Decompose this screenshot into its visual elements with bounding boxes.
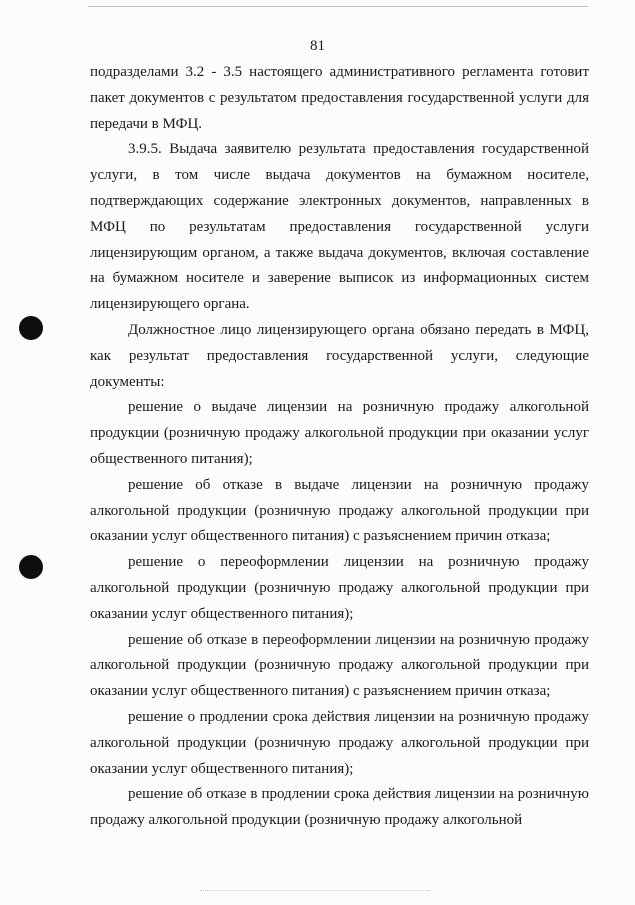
punch-hole [19,555,43,579]
document-body [90,60,589,834]
page-number: 81 [310,38,325,54]
scan-edge-line [88,6,588,7]
paragraph: решение об отказе в переоформлении лицензии на розничную продажу алкогольной продукции (розничную продажу алкогольной продукции при оказании услуг общественного питания) с разъяснением причин отказа; [90,631,589,700]
punch-hole [19,316,43,340]
paragraph: решение о продлении срока действия лицензии на розничную продажу алкогольной продукции (розничную продажу алкогольной продукции при оказании услуг общественного питания); [90,708,589,777]
paragraph: подразделами 3.2 - 3.5 настоящего административного регламента готовит пакет документов с результатом предоставления государственной услуги для передачи в МФЦ. [90,64,589,132]
paragraph: решение об отказе в продлении срока действия лицензии на розничную продажу алкогольной продукции (розничную продажу алкогольной [90,786,589,829]
paragraph: Должностное лицо лицензирующего органа обязано передать в МФЦ, как результат предоставления государственной услуги, следующие документы: [90,321,589,390]
scan-edge-line [200,890,430,892]
paragraph: решение о выдаче лицензии на розничную продажу алкогольной продукции (розничную продажу алкогольной продукции при оказании услуг общественного питания); [90,399,589,467]
paragraph: решение о переоформлении лицензии на розничную продажу алкогольной продукции (розничную продажу алкогольной продукции при оказании услуг общественного питания); [90,554,589,622]
paragraph: решение об отказе в выдаче лицензии на розничную продажу алкогольной продукции (розничную продажу алкогольной продукции при оказании услуг общественного питания) с разъяснением причин отказа; [90,476,589,545]
paragraph: 3.9.5. Выдача заявителю результата предоставления государственной услуги, в том числе выдача документов на бумажном носителе, подтверждающих содержание электронных документов, направленных в МФЦ по результатам предоставления государственной услуги лицензирующим органом, а также выдача документов, включая составление на бумажном носителе и заверение выписок из информационных систем лицензирующего органа. [90,141,589,313]
